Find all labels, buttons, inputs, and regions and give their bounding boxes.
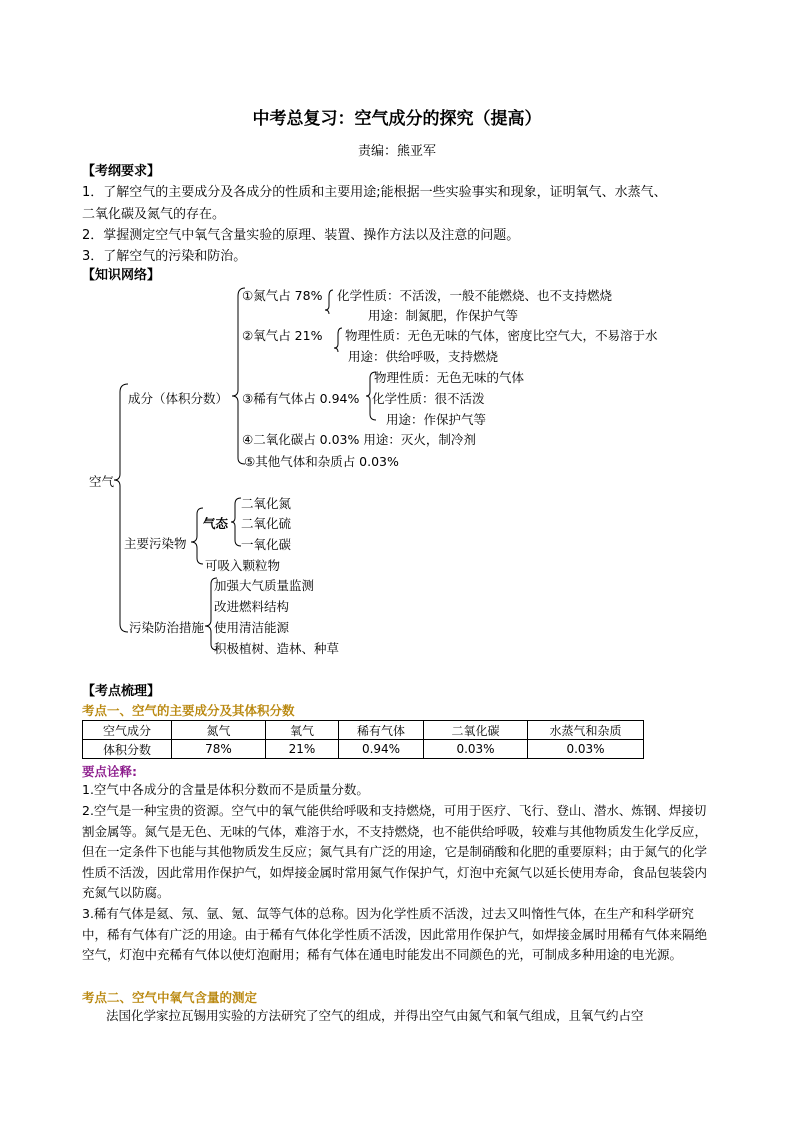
table-cell: 空气成分 [83,721,172,740]
table-cell: 体积分数 [83,740,172,759]
tree-measure: 积极植树、造林、种草 [214,641,340,656]
tree-composition: 成分（体积分数） [128,391,229,406]
table-cell: 0.03% [528,740,644,759]
tree-root: 空气 [89,474,115,489]
tree-measure: 改进燃料结构 [214,599,290,614]
tree-prevention: 污染防治措施 [129,620,205,635]
tree-oxygen-phys: 物理性质：无色无味的气体，密度比空气大，不易溶于水 [345,328,658,343]
tree-particles: 可吸入颗粒物 [205,558,281,573]
tree-pollutants: 主要污染物 [124,536,187,551]
composition-table [82,720,644,759]
tree-others: ⑤其他气体和杂质占 0.03% [244,454,399,469]
point2-paragraph: 法国化学家拉瓦锡用实验的方法研究了空气的组成，并得出空气由氮气和氧气组成，且氧气约占空 [106,1008,644,1023]
tree-rare-use: 用途：作保护气等 [386,412,487,427]
tree-measure: 使用清洁能源 [214,620,290,635]
table-cell: 78% [172,740,266,759]
section-knowledge-network: 【知识网络】 [82,268,161,283]
section-exam-requirements: 【考纲要求】 [82,164,161,179]
tree-co2: ④二氧化碳占 0.03% 用途：灭火，制冷剂 [242,432,476,447]
table-header-row [83,721,644,740]
tree-measure: 加强大气质量监测 [214,578,315,593]
exam-item: 2．掌握测定空气中氧气含量实验的原理、装置、操作方法以及注意的问题。 [82,228,520,243]
note-paragraph: 3.稀有气体是氦、氖、氩、氪、氙等气体的总称。因为化学性质不活泼，过去又叫惰性气体，在生产和科学研究中，稀有气体有广泛的用途。由于稀有气体化学性质不活泼，因此常用作保护气，如焊接金属时用稀有气体来隔绝空气，灯泡中充稀有气体以使灯泡耐用；稀有气体在通电时能发出不同颜色的光，可制成多种用途的电光源。 [82,906,708,962]
section-key-points: 【考点梳理】 [82,684,161,699]
table-cell: 水蒸气和杂质 [528,721,644,740]
table-cell: 21% [266,740,339,759]
tree-rare: ③稀有气体占 0.94% [242,391,360,406]
tree-oxygen-use: 用途：供给呼吸，支持燃烧 [348,349,499,364]
table-row [83,740,644,759]
page-title: 中考总复习：空气成分的探究（提高） [252,109,542,129]
notes-title: 要点诠释: [82,764,137,779]
editor-line: 责编：熊亚军 [357,144,436,159]
tree-gas-item: 二氧化氮 [241,496,292,511]
note-paragraph: 2.空气是一种宝贵的资源。空气中的氧气能供给呼吸和支持燃烧，可用于医疗、飞行、登山、潜水、炼钢、焊接切割金属等。氮气是无色、无味的气体，难溶于水，不支持燃烧，也不能供给呼吸，较难与其他物质发生化学反应，但在一定条件下也能与其他物质发生反应；氮气具有广泛的用途，它是制硝酸和化肥的重要原料；由于氮气的化学性质不活泼，因此常用作保护气，如焊接金属时常用氮气作保护气，灯泡中充氮气以延长使用寿命，食品包装袋内充氮气以防腐。 [82,803,708,900]
point2-title: 考点二、空气中氧气含量的测定 [82,990,258,1005]
table-cell: 0.94% [339,740,424,759]
tree-rare-phys: 物理性质：无色无味的气体 [374,370,525,385]
table-cell: 氮气 [172,721,266,740]
table-cell: 0.03% [424,740,528,759]
note-paragraph: 1.空气中各成分的含量是体积分数而不是质量分数。 [82,782,369,797]
table-cell: 二氧化碳 [424,721,528,740]
tree-rare-chem: 化学性质：很不活泼 [372,391,485,406]
tree-nitrogen: ①氮气占 78% [242,288,323,303]
tree-nitrogen-chem: 化学性质：不活泼，一般不能燃烧、也不支持燃烧 [337,288,613,303]
point1-title: 考点一、空气的主要成分及其体积分数 [82,703,295,718]
table-cell: 稀有气体 [339,721,424,740]
tree-oxygen: ②氧气占 21% [242,328,323,343]
tree-gas-label: 气态 [203,516,229,531]
exam-item: 二氧化碳及氮气的存在。 [82,207,226,222]
tree-gas-item: 一氧化碳 [241,537,292,552]
table-cell: 氧气 [266,721,339,740]
exam-item: 1．了解空气的主要成分及各成分的性质和主要用途;能根据一些实验事实和现象，证明氧气、水蒸气、 [82,185,667,200]
tree-nitrogen-use: 用途：制氮肥，作保护气等 [368,308,519,323]
tree-gas-item: 二氧化硫 [241,516,292,531]
exam-item: 3．了解空气的污染和防治。 [82,249,247,264]
